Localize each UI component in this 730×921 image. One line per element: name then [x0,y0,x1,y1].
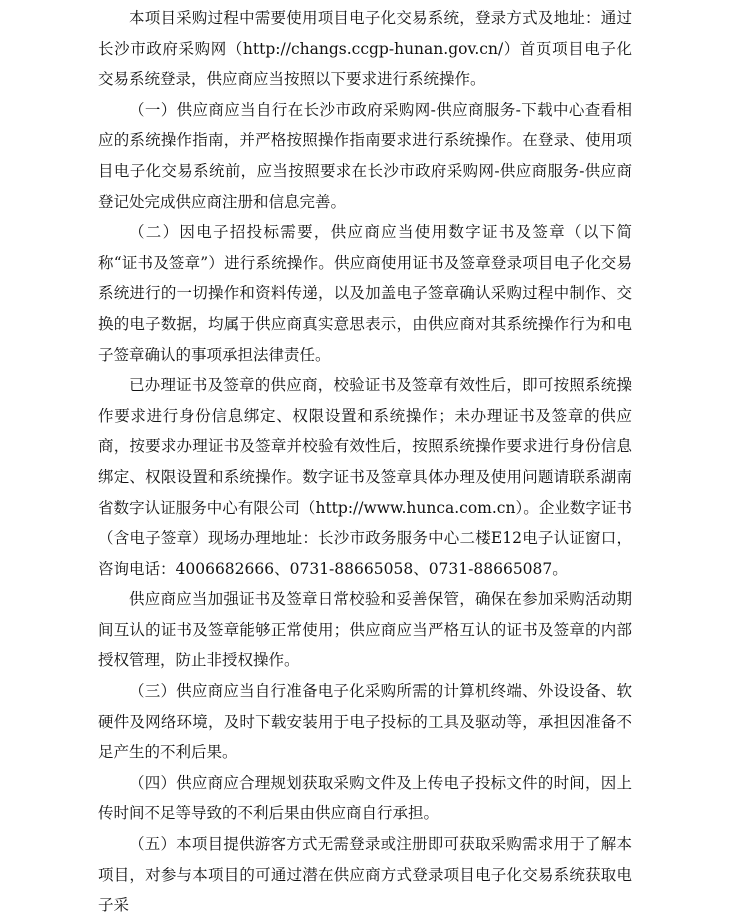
paragraph-section-3: （三）供应商应当自行准备电子化采购所需的计算机终端、外设设备、软硬件及网络环境，及时下载安装用于电子投标的工具及驱动等，承担因准备不足产生的不利后果。 [98,682,632,762]
paragraph-certificate-safekeeping: 供应商应当加强证书及签章日常校验和妥善保管，确保在参加采购活动期间互认的证书及签章能够正常使用；供应商应当严格互认的证书及签章的内部授权管理，防止非授权操作。 [98,590,632,670]
document-body [98,3,632,921]
paragraph-intro: 本项目采购过程中需要使用项目电子化交易系统，登录方式及地址：通过长沙市政府采购网（http://changs.ccgp-hunan.gov.cn/）首页项目电子化交易系统登录，供应商应当按照以下要求进行系统操作。 [98,9,632,89]
paragraph-certificate-handling: 已办理证书及签章的供应商，校验证书及签章有效性后，即可按照系统操作要求进行身份信息绑定、权限设置和系统操作；未办理证书及签章的供应商，按要求办理证书及签章并校验有效性后，按照系统操作要求进行身份信息绑定、权限设置和系统操作。数字证书及签章具体办理及使用问题请联系湖南省数字认证服务中心有限公司（http://www.hunca.com.cn）。企业数字证书（含电子签章）现场办理地址：长沙市政务服务中心二楼E12电子认证窗口，咨询电话：4006682666、0731-88665058、0731-88665087。 [98,376,632,578]
paragraph-section-2: （二）因电子招投标需要，供应商应当使用数字证书及签章（以下简称“证书及签章”）进行系统操作。供应商使用证书及签章登录项目电子化交易系统进行的一切操作和资料传递，以及加盖电子签章确认采购过程中制作、交换的电子数据，均属于供应商真实意思表示，由供应商对其系统操作行为和电子签章确认的事项承担法律责任。 [98,223,632,364]
paragraph-section-1: （一）供应商应当自行在长沙市政府采购网-供应商服务-下载中心查看相应的系统操作指南，并严格按照操作指南要求进行系统操作。在登录、使用项目电子化交易系统前，应当按照要求在长沙市政府采购网-供应商服务-供应商登记处完成供应商注册和信息完善。 [98,100,632,211]
paragraph-section-5: （五）本项目提供游客方式无需登录或注册即可获取采购需求用于了解本项目，对参与本项目的可通过潜在供应商方式登录项目电子化交易系统获取电子采 [98,835,632,915]
paragraph-section-4: （四）供应商应合理规划获取采购文件及上传电子投标文件的时间，因上传时间不足等导致的不利后果由供应商自行承担。 [98,773,632,823]
